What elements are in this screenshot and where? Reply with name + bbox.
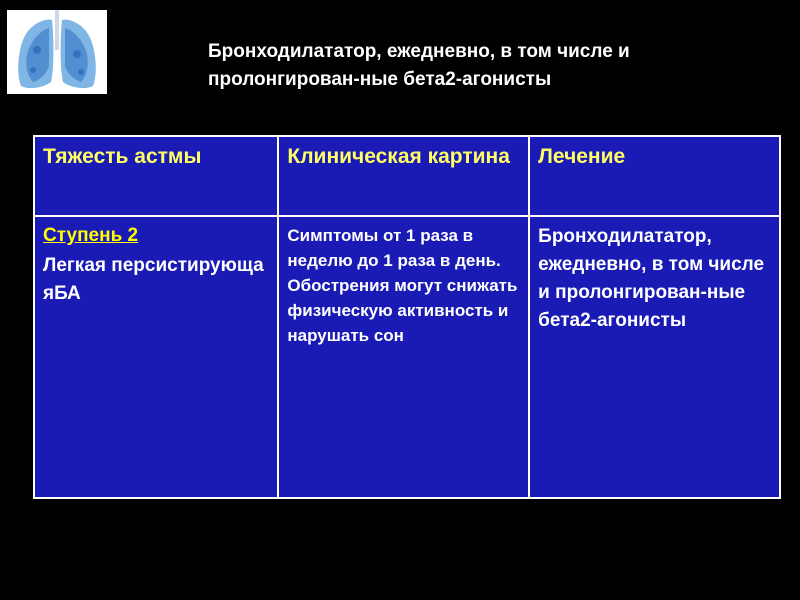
severity-name: Легкая персистирующаяБА	[43, 255, 264, 304]
clinical-picture-cell: Симптомы от 1 раза в неделю до 1 раза в день. Обострения могут снижать физическую активность и нарушать сон	[278, 216, 529, 498]
treatment-cell: Бронходилататор, ежедневно, в том числе и пролонгирован-ные бета2-агонисты	[529, 216, 780, 498]
lungs-logo	[7, 10, 107, 94]
column-header-clinical-picture: Клиническая картина	[278, 136, 529, 216]
column-header-severity: Тяжесть астмы	[34, 136, 278, 216]
severity-cell	[34, 216, 278, 498]
asthma-treatment-table	[33, 135, 781, 499]
slide-title: Бронходилататор, ежедневно, в том числе и пролонгирован-ные бета2-агонисты	[208, 41, 630, 90]
step-label: Ступень 2	[43, 225, 139, 246]
lungs-icon	[7, 10, 107, 94]
column-header-treatment: Лечение	[529, 136, 780, 216]
table-row	[34, 216, 780, 498]
table-header-row	[34, 136, 780, 216]
